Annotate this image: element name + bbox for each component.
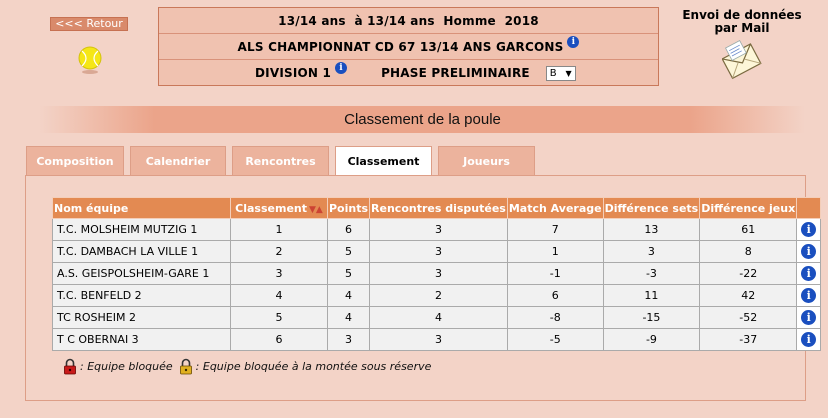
value-cell: -37 <box>700 329 797 351</box>
value-cell: 4 <box>231 285 328 307</box>
info-icon[interactable]: i <box>801 310 816 325</box>
column-header-difference-jeux: Différence jeux <box>700 198 797 219</box>
value-cell: -15 <box>603 307 700 329</box>
team-name-cell[interactable]: T.C. BENFELD 2 <box>53 285 231 307</box>
tab-rencontres[interactable]: Rencontres <box>232 146 329 175</box>
poule-select-value: B <box>549 67 557 79</box>
value-cell: -1 <box>507 263 603 285</box>
legend-blocked: : Equipe bloquée <box>80 360 173 373</box>
retour-button[interactable]: <<< Retour <box>50 17 128 31</box>
info-cell <box>797 285 821 307</box>
info-cell <box>797 263 821 285</box>
team-name-cell[interactable]: A.S. GEISPOLSHEIM-GARE 1 <box>53 263 231 285</box>
sort-arrows-icon[interactable]: ▼▲ <box>309 204 323 215</box>
championship-row <box>159 34 658 60</box>
info-cell <box>797 219 821 241</box>
value-cell: 5 <box>231 307 328 329</box>
column-header-rencontres: Rencontres disputées <box>370 198 508 219</box>
table-row <box>53 285 821 307</box>
value-cell: 6 <box>328 219 370 241</box>
team-name-cell[interactable]: T.C. DAMBACH LA VILLE 1 <box>53 241 231 263</box>
yellow-lock-icon <box>179 358 193 375</box>
info-icon[interactable]: i <box>801 332 816 347</box>
value-cell: -5 <box>507 329 603 351</box>
competition-header <box>158 7 659 86</box>
table-row <box>53 307 821 329</box>
red-lock-icon <box>63 358 77 375</box>
info-cell <box>797 241 821 263</box>
value-cell: 4 <box>328 307 370 329</box>
value-cell: 1 <box>231 219 328 241</box>
tab-classement[interactable]: Classement <box>335 146 432 176</box>
table-header-row <box>53 198 821 219</box>
column-header-nom-equipe: Nom équipe <box>53 198 231 219</box>
info-cell <box>797 307 821 329</box>
value-cell: 61 <box>700 219 797 241</box>
competition-category <box>159 8 658 34</box>
championship-title: ALS CHAMPIONNAT CD 67 13/14 ANS GARCONS <box>237 39 564 54</box>
value-cell: 3 <box>370 241 508 263</box>
value-cell: 42 <box>700 285 797 307</box>
info-icon[interactable]: i <box>801 244 816 259</box>
value-cell: 6 <box>231 329 328 351</box>
value-cell: 3 <box>370 219 508 241</box>
envelope-icon[interactable] <box>722 38 762 82</box>
info-cell <box>797 329 821 351</box>
tab-composition[interactable]: Composition <box>26 146 124 175</box>
tab-joueurs[interactable]: Joueurs <box>438 146 535 175</box>
value-cell: 13 <box>603 219 700 241</box>
mail-title: Envoi de données par Mail <box>682 8 802 35</box>
value-cell: -9 <box>603 329 700 351</box>
value-cell: -52 <box>700 307 797 329</box>
value-cell: 1 <box>507 241 603 263</box>
value-cell: 3 <box>370 329 508 351</box>
value-cell: 2 <box>231 241 328 263</box>
division-phase-row <box>159 60 658 86</box>
table-row <box>53 241 821 263</box>
team-name-cell[interactable]: TC ROSHEIM 2 <box>53 307 231 329</box>
value-cell: -8 <box>507 307 603 329</box>
page-title: Classement de la poule <box>40 106 805 133</box>
category-text: 13/14 ans à 13/14 ans Homme 2018 <box>278 13 539 28</box>
column-header-classement[interactable]: Classement ▼▲ <box>231 198 328 219</box>
info-icon[interactable]: i <box>801 266 816 281</box>
tennis-ball-icon <box>77 45 103 75</box>
value-cell: 2 <box>370 285 508 307</box>
info-icon[interactable]: i <box>801 288 816 303</box>
legend <box>63 358 431 375</box>
column-header-points: Points <box>328 198 370 219</box>
team-name-cell[interactable]: T.C. MOLSHEIM MUTZIG 1 <box>53 219 231 241</box>
poule-select[interactable] <box>546 66 576 81</box>
value-cell: -3 <box>603 263 700 285</box>
team-name-cell[interactable]: T C OBERNAI 3 <box>53 329 231 351</box>
table-row <box>53 219 821 241</box>
ranking-table <box>52 197 821 351</box>
value-cell: 5 <box>328 263 370 285</box>
chevron-down-icon: ▼ <box>565 68 572 78</box>
info-icon[interactable]: i <box>801 222 816 237</box>
division-label: DIVISION 1 <box>255 66 332 80</box>
phase-label: PHASE PRELIMINAIRE <box>381 66 530 80</box>
value-cell: 8 <box>700 241 797 263</box>
column-header-match-average: Match Average <box>507 198 603 219</box>
value-cell: 4 <box>370 307 508 329</box>
value-cell: 7 <box>507 219 603 241</box>
column-header-difference-sets: Différence sets <box>603 198 700 219</box>
value-cell: 5 <box>328 241 370 263</box>
value-cell: 3 <box>328 329 370 351</box>
value-cell: 3 <box>370 263 508 285</box>
table-row <box>53 329 821 351</box>
value-cell: 3 <box>603 241 700 263</box>
info-icon[interactable]: i <box>335 62 347 74</box>
value-cell: -22 <box>700 263 797 285</box>
column-header-info <box>797 198 821 219</box>
table-row <box>53 263 821 285</box>
value-cell: 6 <box>507 285 603 307</box>
value-cell: 3 <box>231 263 328 285</box>
tab-calendrier[interactable]: Calendrier <box>130 146 226 175</box>
info-icon[interactable]: i <box>567 36 579 48</box>
value-cell: 4 <box>328 285 370 307</box>
value-cell: 11 <box>603 285 700 307</box>
legend-blocked-reserve: : Equipe bloquée à la montée sous réserve <box>195 360 432 373</box>
